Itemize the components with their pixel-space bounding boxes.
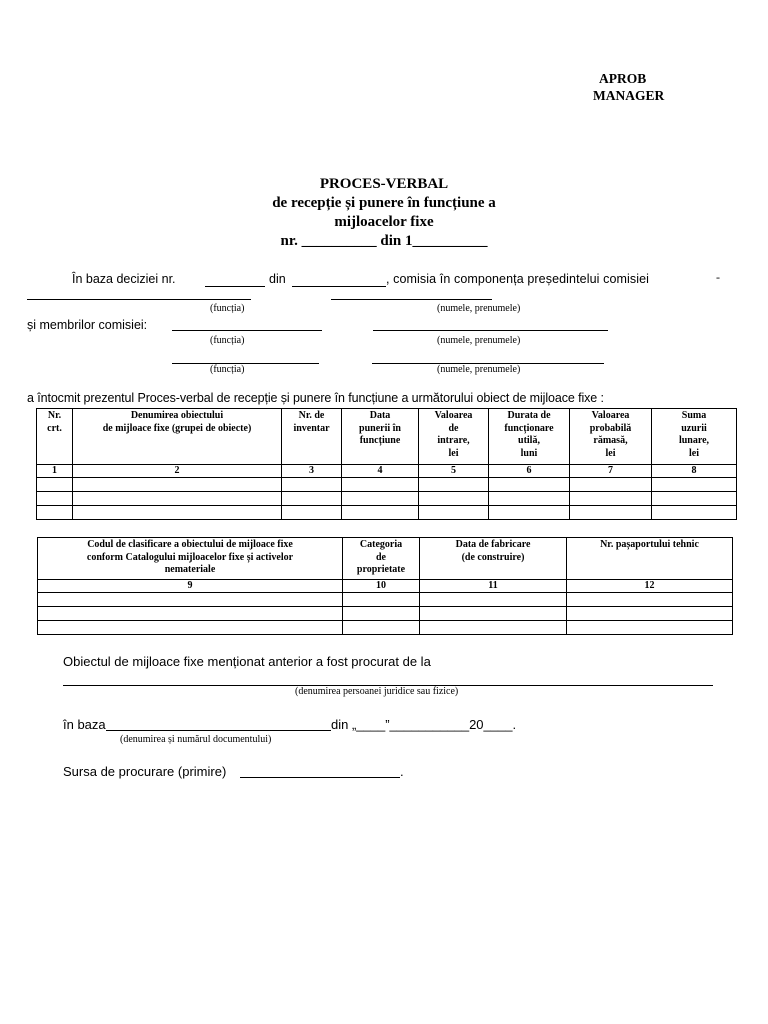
title-line-3: mijloacelor fixe xyxy=(334,214,434,230)
column-number: 11 xyxy=(420,580,567,593)
basis-document-field[interactable] xyxy=(106,730,331,731)
table-cell[interactable] xyxy=(489,492,570,506)
decision-number-field[interactable] xyxy=(205,286,265,287)
title-line-2: de recepție și punere în funcțiune a xyxy=(272,195,496,211)
column-number: 1 xyxy=(37,465,73,478)
column-number: 10 xyxy=(343,580,420,593)
table-cell[interactable] xyxy=(38,593,343,607)
approval-role: MANAGER xyxy=(593,88,665,103)
column-number: 3 xyxy=(282,465,342,478)
column-number: 5 xyxy=(419,465,489,478)
source-label: Sursa de procurare (primire) xyxy=(63,764,227,779)
approval-label: APROB xyxy=(599,71,647,86)
table-cell[interactable] xyxy=(567,621,733,635)
column-number: 7 xyxy=(570,465,652,478)
table-cell[interactable] xyxy=(73,492,282,506)
basis-label: în baza xyxy=(63,717,106,732)
hint-function-1: (funcția) xyxy=(210,303,245,314)
table-cell[interactable] xyxy=(489,478,570,492)
table1-number-row xyxy=(37,465,737,478)
table-cell[interactable] xyxy=(343,621,420,635)
column-number: 8 xyxy=(652,465,737,478)
header-classification-code: Codul de clasificare a obiectului de mijloace fixe conform Catalogului mijloacelor fixe și activelor nemateriale xyxy=(38,538,343,580)
table-cell[interactable] xyxy=(420,607,567,621)
table-cell[interactable] xyxy=(73,506,282,520)
header-nr-crt: Nr. crt. xyxy=(37,409,73,465)
classification-table xyxy=(37,537,733,635)
president-name-field[interactable] xyxy=(331,299,492,300)
source-end: . xyxy=(400,764,404,779)
header-residual-value: Valoarea probabilă rămasă, lei xyxy=(570,409,652,465)
basis-suffix: , comisia în componența președintelui comisiei xyxy=(386,272,650,286)
table-cell[interactable] xyxy=(73,478,282,492)
hint-name-3: (numele, prenumele) xyxy=(437,364,521,375)
members-label: și membrilor comisiei: xyxy=(27,318,148,332)
table-cell[interactable] xyxy=(342,478,419,492)
header-monthly-wear: Suma uzurii lunare, lei xyxy=(652,409,737,465)
table-cell[interactable] xyxy=(38,621,343,635)
table-row xyxy=(37,478,737,492)
table-cell[interactable] xyxy=(342,506,419,520)
source-field[interactable] xyxy=(240,777,400,778)
basis-from: din xyxy=(269,272,286,286)
table-cell[interactable] xyxy=(570,506,652,520)
table-cell[interactable] xyxy=(343,607,420,621)
basis-prefix: În baza deciziei nr. xyxy=(72,272,176,286)
purchased-from-text: Obiectul de mijloace fixe menționat anterior a fost procurat de la xyxy=(63,654,431,669)
header-manufacture-date: Data de fabricare (de construire) xyxy=(420,538,567,580)
table-cell[interactable] xyxy=(342,492,419,506)
table-cell[interactable] xyxy=(282,478,342,492)
basis-date-text: din „____”___________20____. xyxy=(331,717,517,732)
header-entry-value: Valoarea de intrare, lei xyxy=(419,409,489,465)
table-cell[interactable] xyxy=(37,492,73,506)
table-cell[interactable] xyxy=(282,492,342,506)
table-cell[interactable] xyxy=(652,506,737,520)
table-cell[interactable] xyxy=(343,593,420,607)
table-row xyxy=(38,607,733,621)
member1-function-field[interactable] xyxy=(172,330,322,331)
table-cell[interactable] xyxy=(489,506,570,520)
president-function-field[interactable] xyxy=(27,299,251,300)
header-inventory-nr: Nr. de inventar xyxy=(282,409,342,465)
table2-header-row xyxy=(38,538,733,580)
approval-block xyxy=(593,70,665,104)
table-cell[interactable] xyxy=(420,593,567,607)
column-number: 4 xyxy=(342,465,419,478)
table1-header-row xyxy=(37,409,737,465)
table-cell[interactable] xyxy=(420,621,567,635)
header-object-name: Denumirea obiectului de mijloace fixe (grupei de obiecte) xyxy=(73,409,282,465)
table-cell[interactable] xyxy=(652,492,737,506)
header-technical-passport: Nr. pașaportului tehnic xyxy=(567,538,733,580)
table-cell[interactable] xyxy=(419,492,489,506)
statement-text: a întocmit prezentul Proces-verbal de recepție și punere în funcțiune a următorului obiect de mijloace fixe : xyxy=(27,391,604,405)
table-cell[interactable] xyxy=(652,478,737,492)
hint-function-2: (funcția) xyxy=(210,335,245,346)
table-cell[interactable] xyxy=(419,478,489,492)
document-title xyxy=(0,175,768,251)
header-ownership-category: Categoria de proprietate xyxy=(343,538,420,580)
table-row xyxy=(38,621,733,635)
header-commissioning-date: Data punerii în funcțiune xyxy=(342,409,419,465)
table-cell[interactable] xyxy=(282,506,342,520)
basis-decision-text xyxy=(72,272,176,286)
hint-entity: (denumirea persoanei juridice sau fizice) xyxy=(295,686,459,697)
column-number: 12 xyxy=(567,580,733,593)
title-line-1: PROCES-VERBAL xyxy=(319,176,449,192)
table-row xyxy=(37,492,737,506)
column-number: 6 xyxy=(489,465,570,478)
hint-function-3: (funcția) xyxy=(210,364,245,375)
table-cell[interactable] xyxy=(37,506,73,520)
table-cell[interactable] xyxy=(570,492,652,506)
table-cell[interactable] xyxy=(419,506,489,520)
hint-name-2: (numele, prenumele) xyxy=(437,335,521,346)
title-line-4: nr. __________ din 1__________ xyxy=(280,233,488,249)
column-number: 9 xyxy=(38,580,343,593)
table-cell[interactable] xyxy=(38,607,343,621)
fixed-assets-table xyxy=(36,408,737,520)
table-cell[interactable] xyxy=(570,478,652,492)
decision-date-field[interactable] xyxy=(292,286,386,287)
member2-function-field[interactable] xyxy=(172,363,319,364)
hint-document: (denumirea și numărul documentului) xyxy=(120,734,272,745)
table-cell[interactable] xyxy=(567,593,733,607)
column-number: 2 xyxy=(73,465,282,478)
table2-number-row xyxy=(38,580,733,593)
hint-name-1: (numele, prenumele) xyxy=(437,303,521,314)
header-useful-life: Durata de funcționare utilă, luni xyxy=(489,409,570,465)
member1-name-field[interactable] xyxy=(373,330,608,331)
table-row xyxy=(38,593,733,607)
table-cell[interactable] xyxy=(567,607,733,621)
table-cell[interactable] xyxy=(37,478,73,492)
trailing-dash: - xyxy=(716,270,720,284)
table-row xyxy=(37,506,737,520)
